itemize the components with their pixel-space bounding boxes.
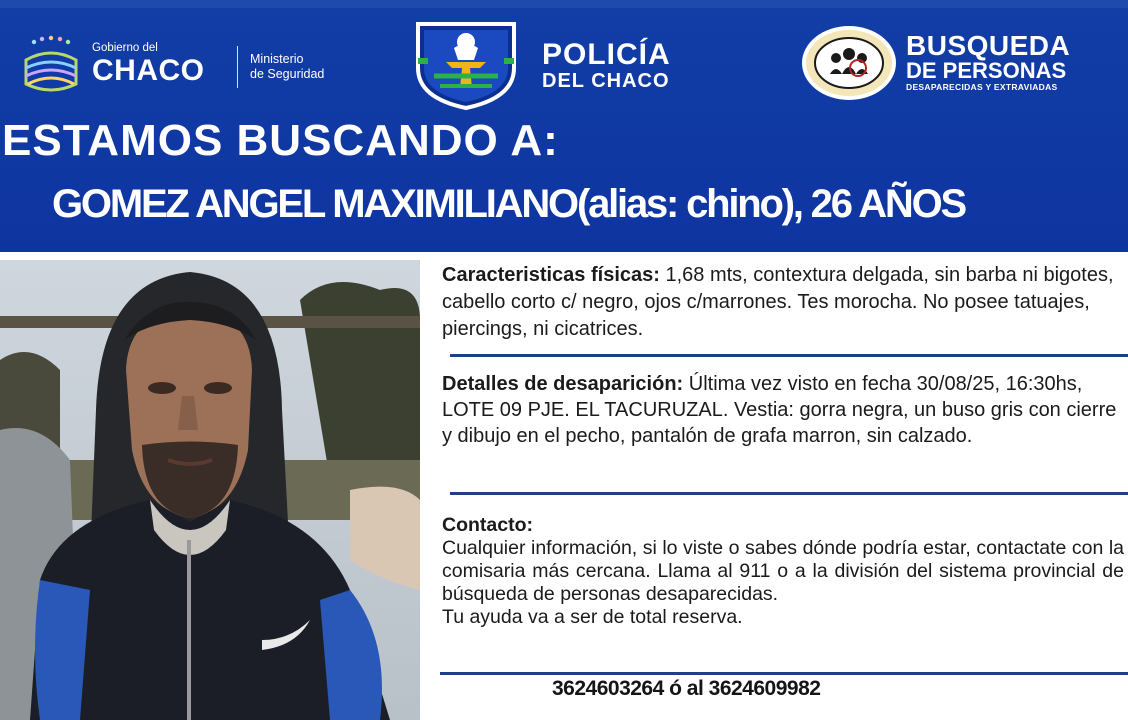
policia-chaco-logo: [410, 18, 730, 114]
gobierno-chaco-logo: [20, 32, 350, 102]
physical-characteristics: [442, 262, 1122, 343]
banner-stripe: [0, 0, 1128, 8]
gobierno-label: Gobierno del: [92, 42, 158, 54]
busqueda-personas-logo: [800, 24, 1122, 104]
section-divider: [450, 354, 1128, 357]
contact-label: Contacto:: [442, 514, 533, 536]
missing-person-name: GOMEZ ANGEL MAXIMILIANO(alias: chino), 26 AÑOS: [52, 182, 965, 226]
page-title: ESTAMOS BUSCANDO A:: [2, 116, 559, 165]
physical-text: 1,68 mts, contextura delgada, sin barba ni bigotes, cabello corto c/ negro, ojos c/marrones. Tes morocha. No posee tatuajes, piercings, ni cicatrices.: [442, 264, 1114, 340]
disappearance-details: [442, 371, 1122, 449]
contact-reserve: Tu ayuda va a ser de total reserva.: [442, 606, 743, 628]
police-shield-icon: [410, 18, 522, 110]
ministry-line-2: de Seguridad: [250, 67, 325, 81]
chaco-label: CHACO: [92, 54, 205, 87]
info-panel: [440, 252, 1128, 720]
disappearance-text: Última vez visto en fecha 30/08/25, 16:30hs, LOTE 09 PJE. EL TACURUZAL. Vestia: gorra negra, un buso gris con cierre y dibujo en el pecho, pantalón de grafa marron, sin calzado.: [442, 373, 1117, 447]
contact-phones[interactable]: 3624603264 ó al 3624609982: [552, 677, 821, 700]
missing-person-photo: [0, 260, 420, 720]
busqueda-title: BUSQUEDA: [906, 30, 1071, 61]
busqueda-tagline: DESAPARECIDAS Y EXTRAVIADAS: [906, 82, 1058, 92]
contact-section: [442, 514, 1124, 629]
policia-title: POLICÍA: [542, 38, 671, 71]
search-seal-icon: [800, 24, 898, 102]
ministry-line-1: Ministerio: [250, 52, 304, 66]
ministry-label: [250, 52, 324, 82]
chaco-logo-icon: [20, 34, 82, 96]
header-banner: [0, 0, 1128, 252]
busqueda-subtitle: DE PERSONAS: [906, 58, 1067, 83]
disappearance-label: Detalles de desaparición:: [442, 373, 689, 395]
section-divider: [440, 672, 1128, 675]
photo-illustration: [0, 260, 420, 720]
policia-subtitle: DEL CHACO: [542, 70, 670, 92]
logo-divider: [237, 46, 238, 88]
section-divider: [450, 492, 1128, 495]
physical-label: Caracteristicas físicas:: [442, 264, 666, 286]
contact-text: Cualquier información, si lo viste o sabes dónde podría estar, contactate con la comisaria más cercana. Llama al 911 o a la división del sistema provincial de búsqueda de personas desaparecidas.: [442, 537, 1124, 605]
